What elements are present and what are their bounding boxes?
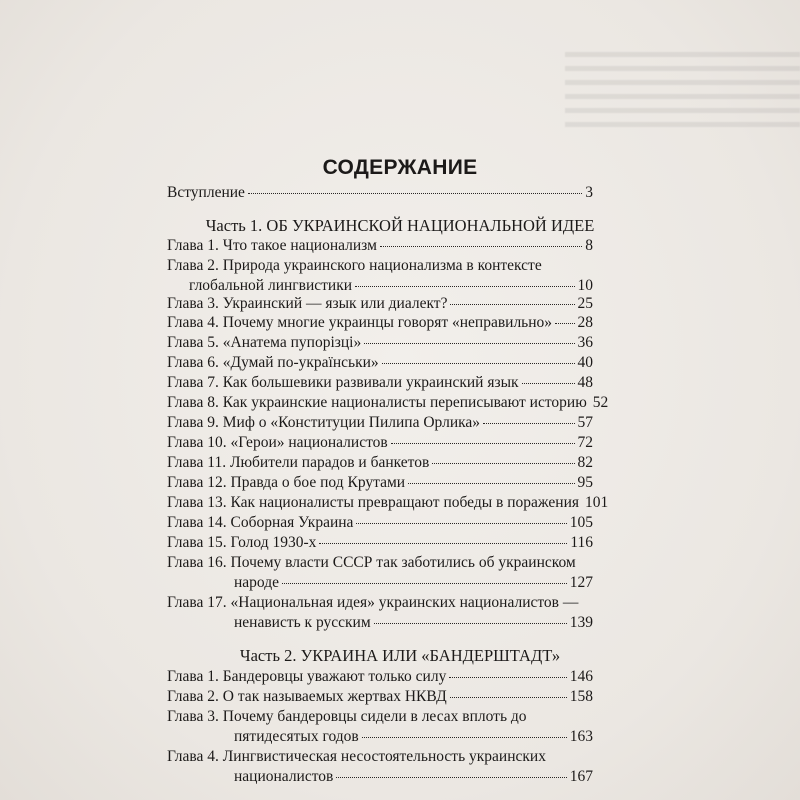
toc-entry-text: пятидесятых годов xyxy=(234,728,359,745)
toc-entry-text: Глава 1. Что такое национализм xyxy=(167,237,377,254)
toc-entry xyxy=(167,373,593,393)
leader-dots xyxy=(450,697,567,698)
leader-dots xyxy=(380,246,582,247)
toc-entry-page: 116 xyxy=(570,534,593,551)
leader-dots xyxy=(450,304,574,305)
toc-entry-page: 52 xyxy=(592,394,609,411)
toc-entry-page: 25 xyxy=(577,295,593,312)
toc-entry-page: 28 xyxy=(577,314,593,331)
toc-entry-line1: Глава 2. Природа украинского национализма в контексте xyxy=(167,257,542,274)
toc-entry-page: 95 xyxy=(577,474,593,491)
toc-entry xyxy=(167,393,609,413)
toc-entry xyxy=(167,573,593,593)
toc-entry-page: 158 xyxy=(569,688,593,705)
leader-dots xyxy=(382,363,575,364)
toc-entry-page: 57 xyxy=(577,414,593,431)
toc-entry xyxy=(167,613,593,633)
leader-dots xyxy=(248,193,582,194)
toc-entry-text: Глава 8. Как украинские националисты переписывают историю xyxy=(167,394,587,411)
toc-entry-text: ненависть к русским xyxy=(234,614,371,631)
toc-entry xyxy=(167,276,593,296)
toc-entry xyxy=(167,333,593,353)
leader-dots xyxy=(364,343,574,344)
toc-entry-text: Глава 1. Бандеровцы уважают только силу xyxy=(167,668,447,685)
toc-entry-line1: Глава 3. Почему бандеровцы сидели в лесах вплоть до xyxy=(167,708,527,725)
toc-entry-text: Глава 15. Голод 1930-х xyxy=(167,534,317,551)
toc-entry-page: 146 xyxy=(569,668,593,685)
toc-entry xyxy=(167,533,593,553)
toc-entry-text: глобальной лингвистики xyxy=(189,277,353,294)
leader-dots xyxy=(555,323,574,324)
toc-entry-page: 127 xyxy=(569,574,593,591)
toc-entry-page: 163 xyxy=(569,728,593,745)
toc-entry xyxy=(167,236,593,256)
toc-entry-page: 40 xyxy=(577,354,593,371)
leader-dots xyxy=(319,543,567,544)
toc-entry xyxy=(167,294,593,314)
page-title: СОДЕРЖАНИЕ xyxy=(322,156,478,179)
toc-entry-text: Вступление xyxy=(167,184,245,201)
toc-entry xyxy=(167,433,593,453)
toc-entry xyxy=(167,687,593,707)
toc-entry xyxy=(167,353,593,373)
toc-entry-text: Глава 7. Как большевики развивали украинский язык xyxy=(167,374,519,391)
toc-entry-line1: Глава 17. «Национальная идея» украинских националистов — xyxy=(167,594,579,611)
leader-dots xyxy=(408,483,574,484)
toc-entry-page: 82 xyxy=(577,454,593,471)
toc-entry xyxy=(167,667,593,687)
toc-entry-page: 139 xyxy=(569,614,593,631)
toc-entry-text: Глава 12. Правда о бое под Крутами xyxy=(167,474,406,491)
toc-entry-page: 105 xyxy=(569,514,593,531)
toc-entry-text: Глава 6. «Думай по-українськи» xyxy=(167,354,379,371)
leader-dots xyxy=(483,423,574,424)
toc-entry xyxy=(167,493,609,513)
toc-entry-text: националистов xyxy=(234,768,334,785)
toc-entry-text: Глава 13. Как националисты превращают победы в поражения xyxy=(167,494,580,511)
toc-entry-line1: Глава 16. Почему власти СССР так заботились об украинском xyxy=(167,554,576,571)
toc-entry-page: 101 xyxy=(585,494,609,511)
toc-entry-text: Глава 2. О так называемых жертвах НКВД xyxy=(167,688,447,705)
toc-entry-intro xyxy=(167,183,593,203)
toc-entry-page: 167 xyxy=(569,768,593,785)
part-2-title: Часть 2. УКРАИНА ИЛИ «БАНДЕРШТАДТ» xyxy=(239,646,561,665)
leader-dots xyxy=(356,523,566,524)
leader-dots xyxy=(449,677,566,678)
toc-entry-text: Глава 9. Миф о «Конституции Пилипа Орлика» xyxy=(167,414,481,431)
toc-entry xyxy=(167,767,593,787)
leader-dots xyxy=(282,583,567,584)
toc-entry xyxy=(167,413,593,433)
toc-entry-line1: Глава 4. Лингвистическая несостоятельность украинских xyxy=(167,748,546,765)
toc-entry-text: Глава 14. Соборная Украина xyxy=(167,514,354,531)
toc-entry-text: Глава 4. Почему многие украинцы говорят «неправильно» xyxy=(167,314,553,331)
leader-dots xyxy=(391,443,575,444)
toc-entry-page: 3 xyxy=(585,184,593,201)
leader-dots xyxy=(355,286,574,287)
toc-entry xyxy=(167,513,593,533)
toc-entry-page: 10 xyxy=(577,277,593,294)
toc-entry-page: 48 xyxy=(577,374,593,391)
toc-entry xyxy=(167,313,593,333)
leader-dots xyxy=(522,383,575,384)
toc-entry-text: народе xyxy=(234,574,279,591)
toc-entry-page: 36 xyxy=(577,334,593,351)
toc-entry-page: 8 xyxy=(585,237,593,254)
leader-dots xyxy=(432,463,574,464)
toc-entry-text: Глава 5. «Анатема пупорізці» xyxy=(167,334,362,351)
leader-dots xyxy=(374,623,567,624)
toc-entry-text: Глава 3. Украинский — язык или диалект? xyxy=(167,295,448,312)
toc-entry-text: Глава 10. «Герои» националистов xyxy=(167,434,388,451)
leader-dots xyxy=(362,737,567,738)
toc-entry-page: 72 xyxy=(577,434,593,451)
toc-entry-text: Глава 11. Любители парадов и банкетов xyxy=(167,454,430,471)
toc-entry xyxy=(167,453,593,473)
part-1-title: Часть 1. ОБ УКРАИНСКОЙ НАЦИОНАЛЬНОЙ ИДЕЕ xyxy=(205,216,595,235)
toc-entry xyxy=(167,727,593,747)
toc-entry xyxy=(167,473,593,493)
show-through-text xyxy=(565,52,800,132)
leader-dots xyxy=(336,777,566,778)
